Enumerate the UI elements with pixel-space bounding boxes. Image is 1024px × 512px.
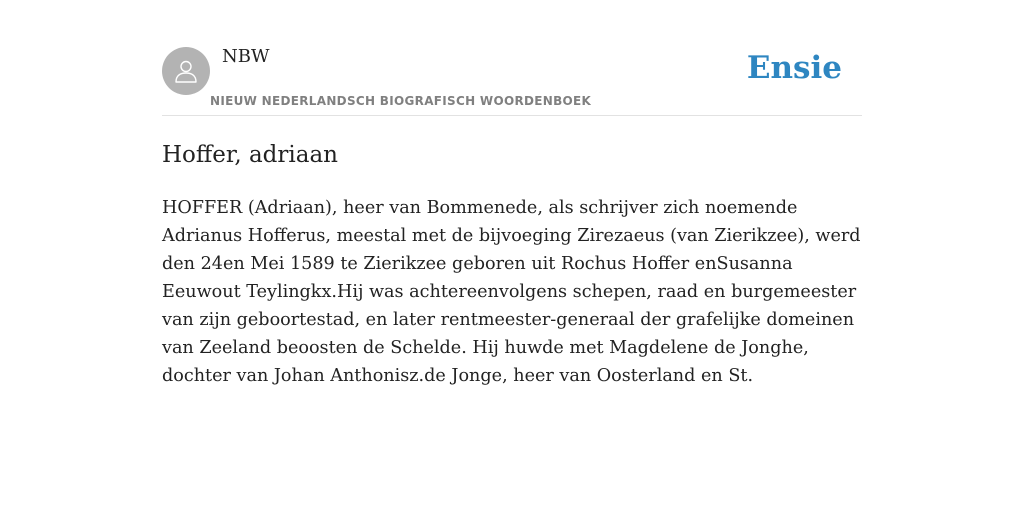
entry-card: [162, 40, 862, 390]
brand-logo[interactable]: Ensie: [746, 50, 842, 86]
user-icon: [172, 57, 200, 85]
source-name[interactable]: NBW: [222, 46, 270, 67]
source-avatar[interactable]: [162, 47, 210, 95]
source-subtitle: NIEUW NEDERLANDSCH BIOGRAFISCH WOORDENBOEK: [210, 94, 592, 108]
entry-title: Hoffer, adriaan: [162, 142, 338, 168]
source-header: [162, 40, 862, 116]
entry-body: HOFFER (Adriaan), heer van Bommenede, als schrijver zich noemende Adrianus Hofferus, meestal met de bijvoeging Zirezaeus (van Zierikzee), werd den 24en Mei 1589 te Zierikzee geboren uit Rochus Hoffer enSusanna Eeuwout Teylingkx.Hij was achtereenvolgens schepen, raad en burgemeester van zijn geboortestad, en later rentmeester-generaal der grafelijke domeinen van Zeeland beoosten de Schelde. Hij huwde met Magdelene de Jonghe, dochter van Johan Anthonisz.de Jonge, heer van Oosterland en St.: [162, 198, 861, 386]
